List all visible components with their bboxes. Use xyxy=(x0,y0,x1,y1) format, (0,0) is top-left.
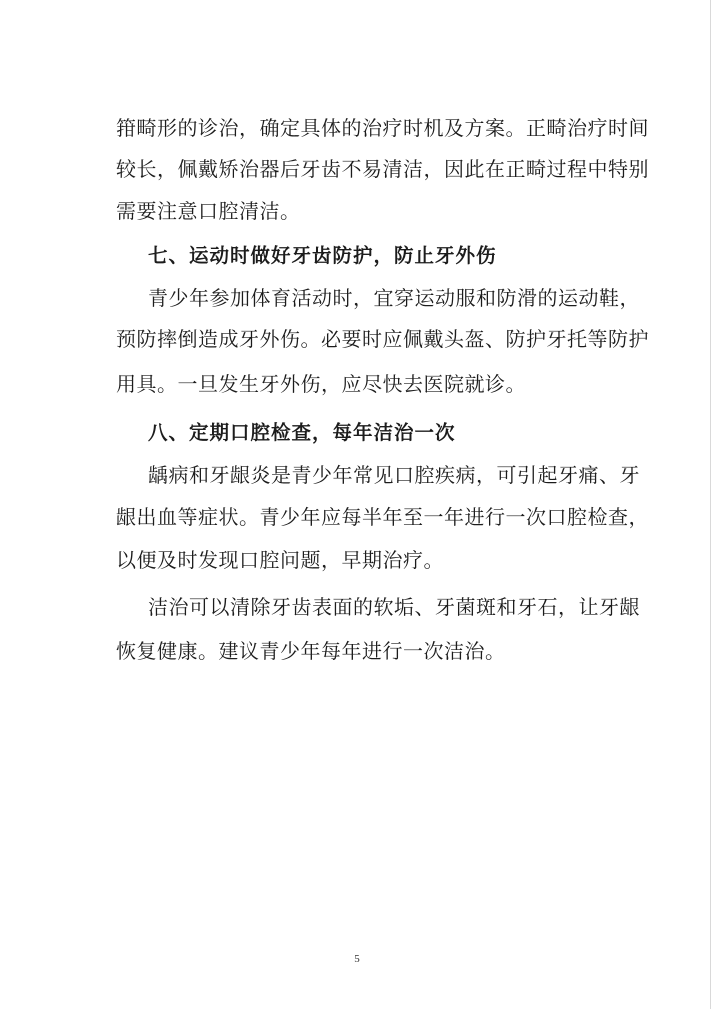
paragraph-line: 洁治可以清除牙齿表面的软垢、牙菌斑和牙石，让牙龈 xyxy=(148,595,640,619)
paragraph-line: 以便及时发现口腔问题，早期治疗。 xyxy=(116,548,444,572)
paragraph-line: 预防摔倒造成牙外伤。必要时应佩戴头盔、防护牙托等防护 xyxy=(116,327,649,351)
section-heading-8: 八、定期口腔检查，每年洁治一次 xyxy=(148,421,456,444)
paragraph-line: 龋病和牙龈炎是青少年常见口腔疾病，可引起牙痛、牙 xyxy=(148,463,640,487)
paragraph-line: 龈出血等症状。青少年应每半年至一年进行一次口腔检查， xyxy=(116,505,649,529)
section-heading-7: 七、运动时做好牙齿防护，防止牙外伤 xyxy=(148,244,497,267)
paragraph-line: 箝畸形的诊治，确定具体的治疗时机及方案。正畸治疗时间 xyxy=(116,116,649,140)
page-number: 5 xyxy=(354,953,360,965)
paragraph-line: 需要注意口腔清洁。 xyxy=(116,199,301,223)
scan-edge-divider xyxy=(710,0,711,1009)
paragraph-line: 用具。一旦发生牙外伤，应尽快去医院就诊。 xyxy=(116,372,526,396)
paragraph-line: 青少年参加体育活动时，宜穿运动服和防滑的运动鞋， xyxy=(148,286,640,310)
paragraph-line: 恢复健康。建议青少年每年进行一次洁治。 xyxy=(116,639,506,663)
paragraph-line: 较长，佩戴矫治器后牙齿不易清洁，因此在正畸过程中特别 xyxy=(116,157,649,181)
